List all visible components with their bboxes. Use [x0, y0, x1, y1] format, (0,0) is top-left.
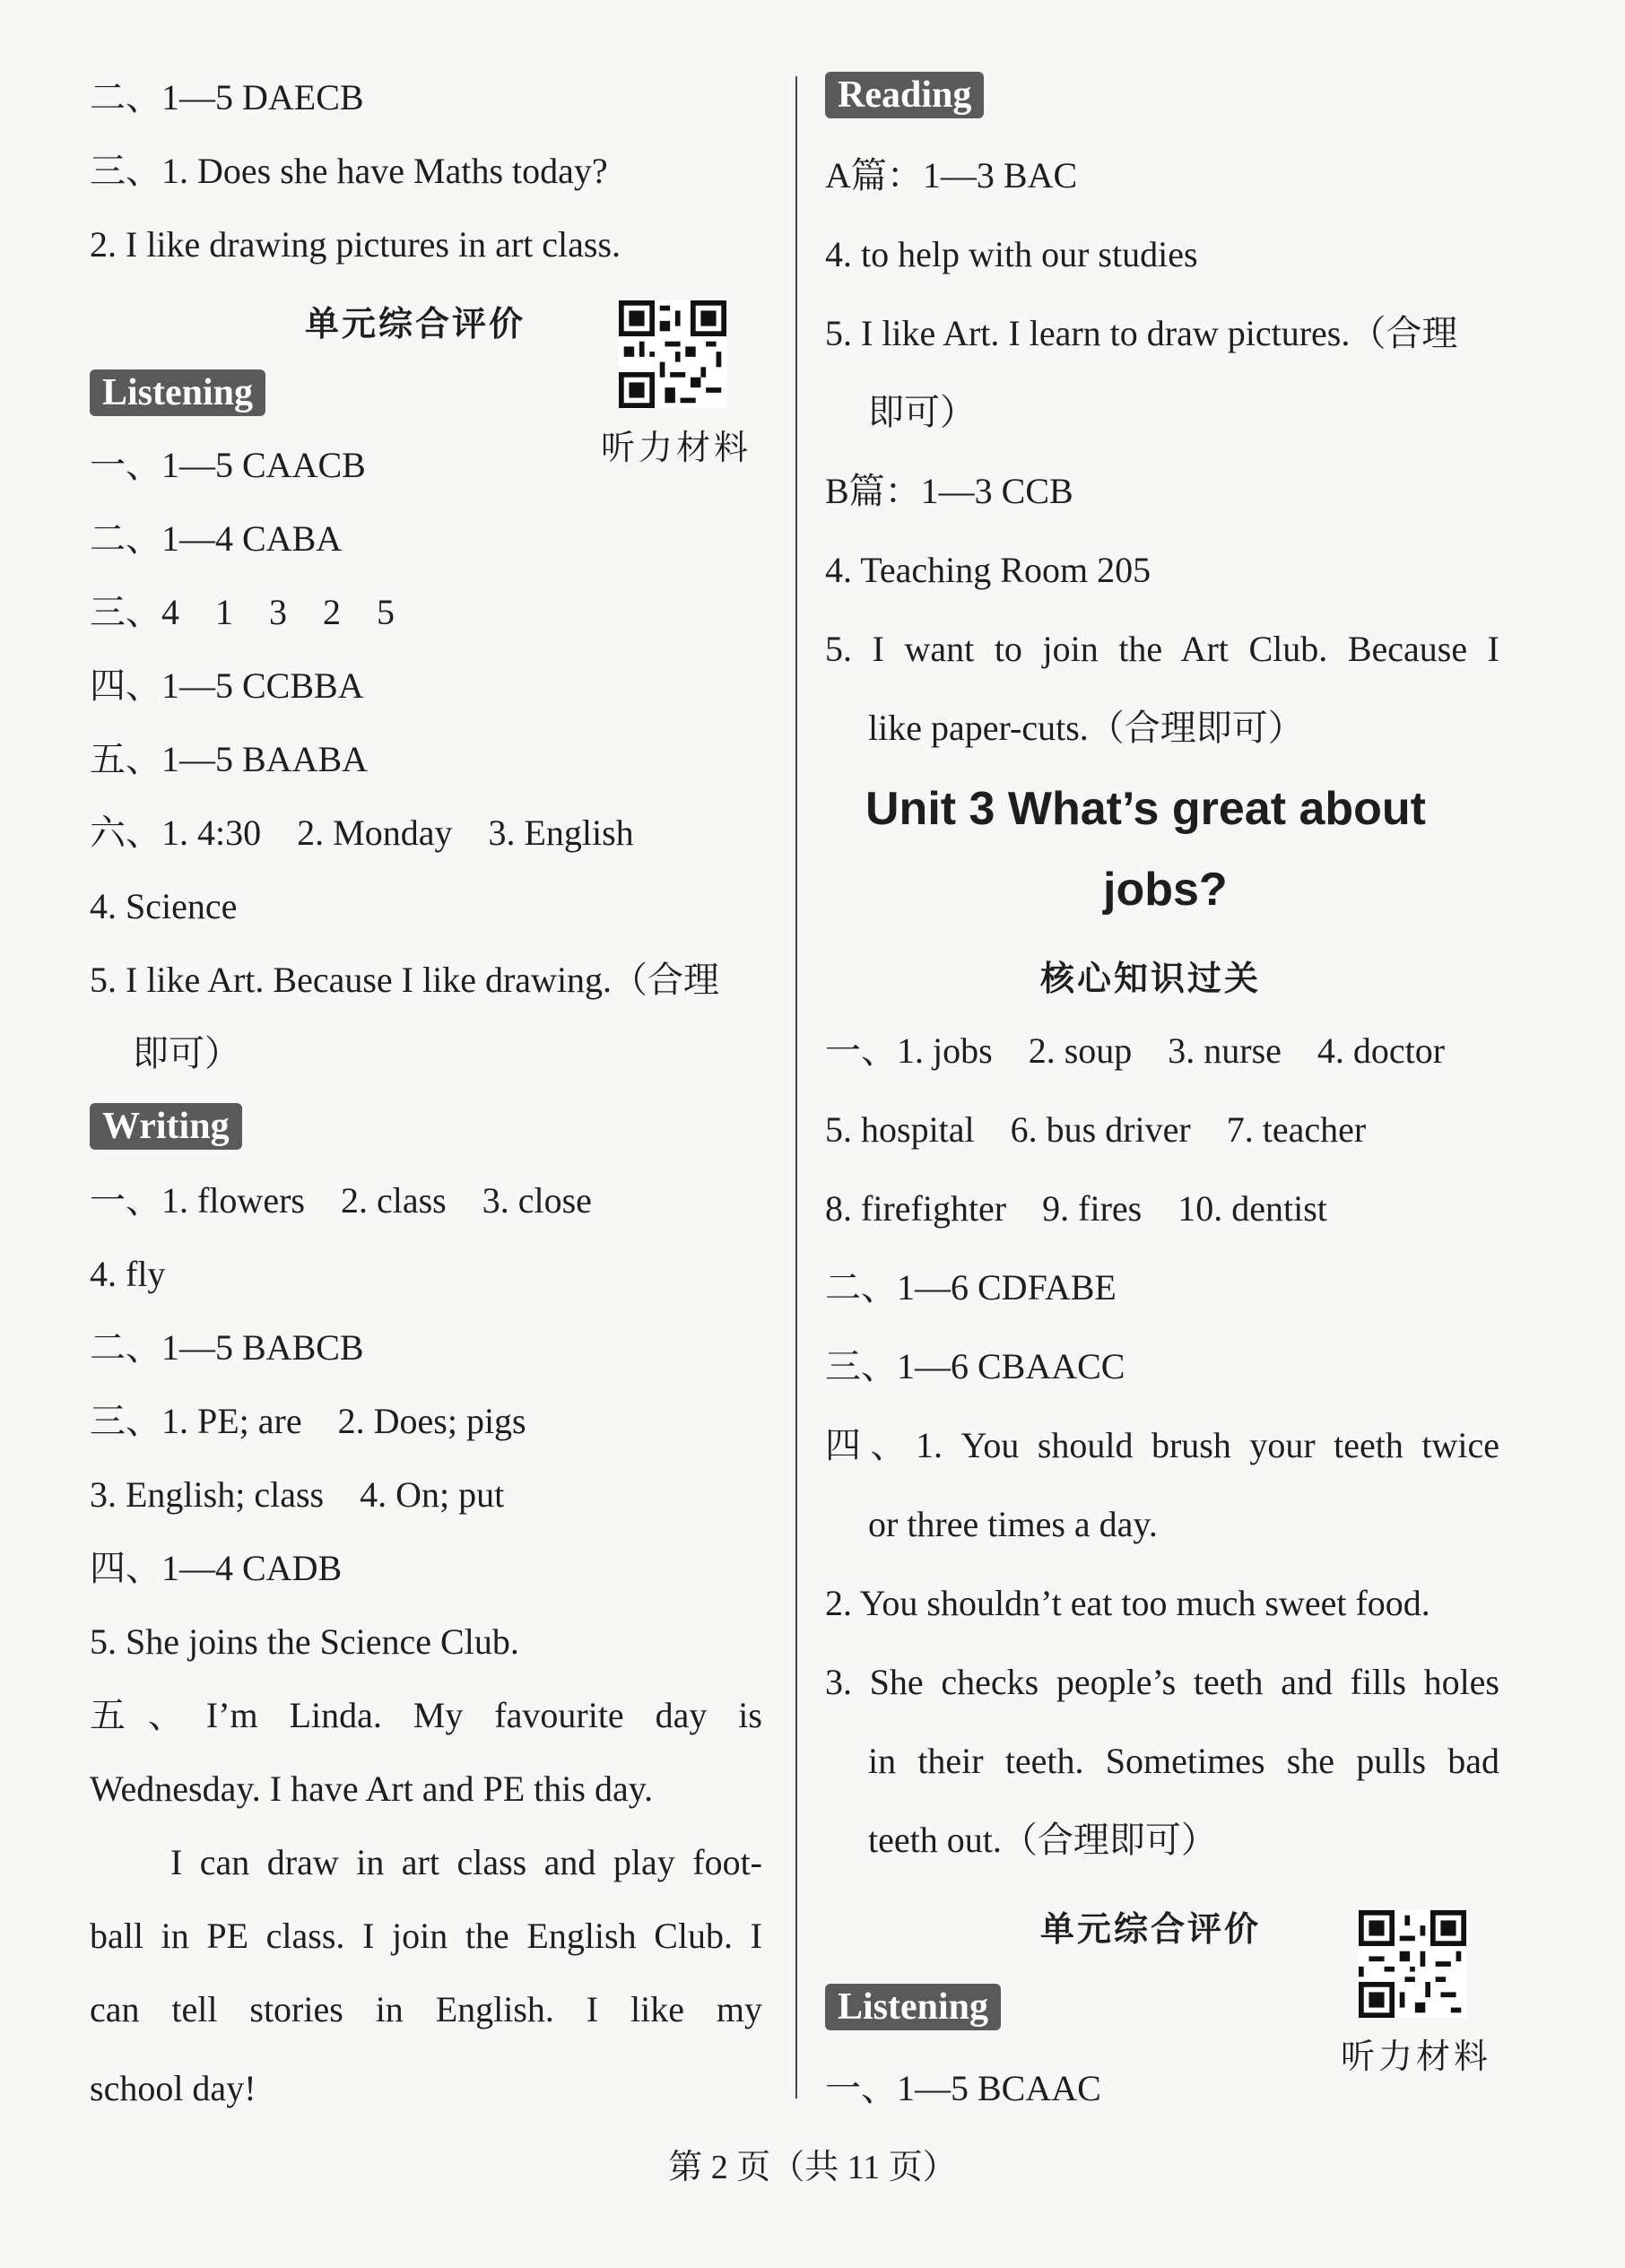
answer-line: 3. She checks people’s teeth and fills holes	[825, 1662, 1499, 1702]
answer-line: 二、1—6 CDFABE	[825, 1267, 1117, 1308]
answer-line: 5. I like Art. Because I like drawing.（合理	[90, 960, 720, 1000]
answer-line: in their teeth. Sometimes she pulls bad	[868, 1741, 1499, 1781]
answer-line: or three times a day.	[868, 1504, 1158, 1544]
answer-line: 一、1. flowers 2. class 3. close	[90, 1180, 592, 1221]
writing-badge: Writing	[90, 1103, 242, 1150]
answer-line: A篇：1—3 BAC	[825, 155, 1078, 196]
answer-line: B篇：1—3 CCB	[825, 471, 1073, 511]
qr-caption: 听力材料	[601, 428, 752, 467]
essay-line: I can draw in art class and play foot-	[170, 1842, 762, 1882]
answer-line: 8. firefighter 9. fires 10. dentist	[825, 1188, 1327, 1229]
listening-badge: Listening	[90, 369, 265, 416]
essay-line: ball in PE class. I join the English Club. I	[90, 1916, 762, 1956]
answer-line: 5. hospital 6. bus driver 7. teacher	[825, 1109, 1367, 1150]
answer-line: 三、1—6 CBAACC	[825, 1346, 1125, 1386]
answer-line: teeth out.（合理即可）	[868, 1820, 1217, 1860]
answer-line: 五、1—5 BAABA	[90, 739, 369, 779]
answer-line: 4. Teaching Room 205	[825, 550, 1151, 590]
answer-line: 4. fly	[90, 1254, 166, 1294]
column-divider	[795, 76, 797, 2099]
answer-line: 四、1—5 CCBBA	[90, 665, 364, 706]
essay-line: can tell stories in English. I like my	[90, 1989, 762, 2029]
page-footer: 第 2 页（共 11 页）	[668, 2149, 957, 2186]
answer-line: 4. Science	[90, 886, 238, 926]
answer-line: 3. English; class 4. On; put	[90, 1474, 505, 1515]
unit-title: Unit 3 What’s great about	[865, 783, 1426, 835]
answer-line: 三、1. PE; are 2. Does; pigs	[90, 1401, 526, 1441]
section-heading: 核心知识过关	[1040, 959, 1262, 998]
answer-line: 5. She joins the Science Club.	[90, 1621, 519, 1662]
answer-line: 即可）	[868, 392, 976, 432]
essay-line: 五、I’m Linda. My favourite day is	[90, 1695, 762, 1735]
section-heading: 单元综合评价	[1040, 1909, 1262, 1949]
essay-line: Wednesday. I have Art and PE this day.	[90, 1768, 654, 1809]
answer-line: 二、1—5 BABCB	[90, 1327, 364, 1368]
answer-line: like paper-cuts.（合理即可）	[868, 708, 1304, 748]
answer-line: 5. I want to join the Art Club. Because I	[825, 629, 1499, 669]
reading-badge: Reading	[825, 72, 984, 118]
answer-line: 二、1—5 DAECB	[90, 77, 364, 117]
unit-title: jobs?	[1103, 864, 1228, 916]
qr-code-icon[interactable]	[619, 300, 726, 408]
answer-line: 六、1. 4:30 2. Monday 3. English	[90, 812, 634, 853]
answer-line: 三、1. Does she have Maths today?	[90, 151, 608, 191]
qr-code-icon[interactable]	[1359, 1910, 1466, 2018]
answer-line: 2. You shouldn’t eat too much sweet food.	[825, 1583, 1430, 1623]
qr-caption: 听力材料	[1341, 2037, 1492, 2076]
answer-line: 一、1. jobs 2. soup 3. nurse 4. doctor	[825, 1030, 1446, 1071]
answer-line: 4. to help with our studies	[825, 234, 1198, 274]
answer-line: 四、1—4 CADB	[90, 1548, 343, 1588]
answer-line: 2. I like drawing pictures in art class.	[90, 224, 621, 265]
answer-line: 一、1—5 CAACB	[90, 445, 366, 485]
answer-line: 5. I like Art. I learn to draw pictures.（合理	[825, 313, 1458, 353]
answer-line: 一、1—5 BCAAC	[825, 2068, 1101, 2108]
answer-line: 即可）	[133, 1033, 240, 1073]
essay-line: school day!	[90, 2068, 256, 2108]
answer-line: 四、1. You should brush your teeth twice	[825, 1425, 1499, 1465]
answer-line: 三、4 1 3 2 5	[90, 592, 395, 632]
listening-badge: Listening	[825, 1984, 1001, 2030]
answer-line: 二、1—4 CABA	[90, 518, 343, 559]
section-heading: 单元综合评价	[305, 304, 526, 343]
